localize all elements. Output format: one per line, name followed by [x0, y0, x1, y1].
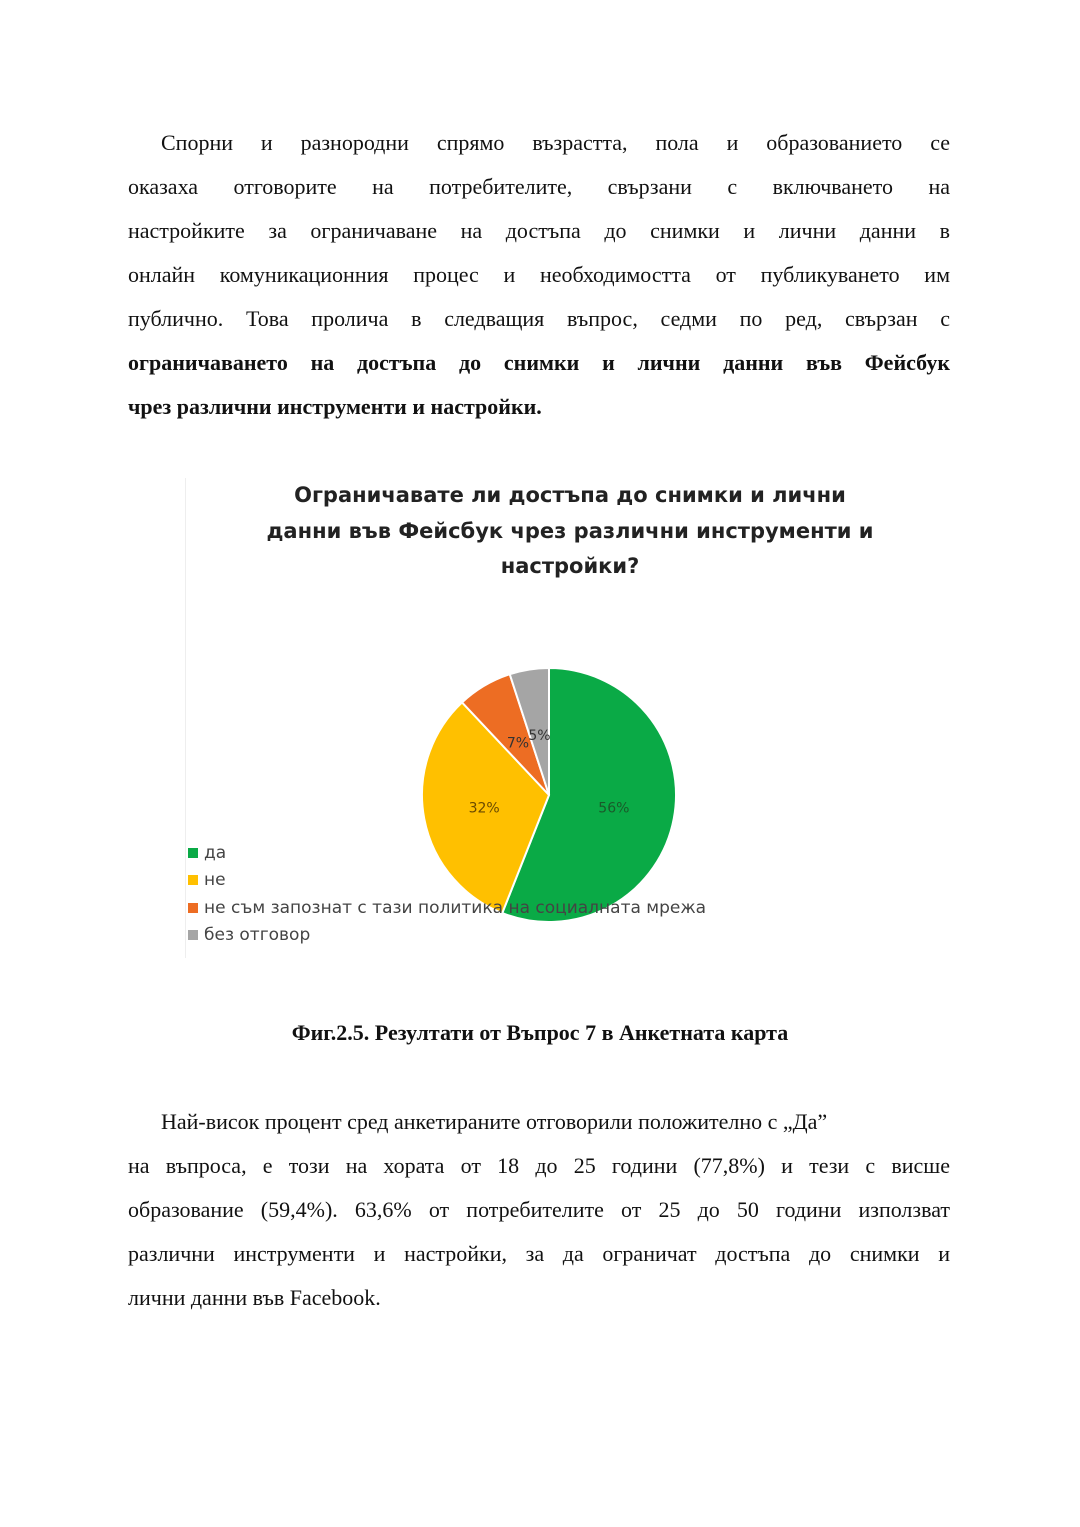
legend-label: не: [204, 870, 226, 891]
paragraph2-line: Най-висок процент сред анкетираните отговорили положително с „Да”: [161, 1109, 828, 1134]
legend-label: не съм запознат с тази политика на социалната мрежа: [204, 897, 707, 918]
paragraph1-line: оказаха отговорите на потребителите, свързани с включването на: [128, 174, 950, 199]
legend-swatch: [188, 848, 198, 858]
legend-item: [188, 894, 706, 922]
legend-swatch: [188, 875, 198, 885]
paragraph1-line-bold: ограничаването на достъпа до снимки и лични данни във Фейсбук: [128, 350, 950, 375]
pie-data-label: 5%: [528, 727, 551, 744]
paragraph1-line: онлайн комуникационния процес и необходимостта от публикуването им: [128, 262, 950, 287]
paragraph1-line: публично. Това пролича в следващия въпрос, седми по ред, свързан с: [128, 306, 950, 331]
chart-title-line: настройки?: [500, 554, 640, 578]
chart-title-line: Ограничавате ли достъпа до снимки и лични: [294, 483, 846, 507]
legend-swatch: [188, 930, 198, 940]
paragraph1-line: Спорни и разнородни спрямо възрастта, пола и образованието се: [161, 130, 950, 155]
pie-data-label: 56%: [598, 800, 630, 817]
legend-swatch: [188, 903, 198, 913]
paragraph1-line-bold: чрез различни инструменти и настройки.: [128, 394, 542, 419]
legend-item: [188, 867, 706, 895]
paragraph1-line: настройките за ограничаване на достъпа до снимки и лични данни в: [128, 218, 950, 243]
legend-item: [188, 922, 706, 950]
paragraph2-line: лични данни във Facebook.: [128, 1285, 381, 1310]
chart-legend: [188, 839, 706, 949]
paragraph2-line: различни инструменти и настройки, за да ограничат достъпа до снимки и: [128, 1241, 950, 1266]
legend-item: [188, 839, 706, 867]
legend-label: да: [204, 842, 227, 863]
chart-title-line: данни във Фейсбук чрез различни инструменти и: [266, 518, 874, 543]
pie-data-label: 32%: [468, 800, 500, 817]
paragraph2-line: на въпроса, е този на хората от 18 до 25 години (77,8%) и тези с висше: [128, 1153, 950, 1178]
figure-caption: Фиг.2.5. Резултати от Въпрос 7 в Анкетната карта: [291, 1020, 789, 1045]
legend-label: без отговор: [204, 925, 311, 946]
pie-data-label: 7%: [506, 735, 530, 752]
paragraph2-line: образование (59,4%). 63,6% от потребителите от 25 до 50 години използват: [128, 1197, 950, 1222]
